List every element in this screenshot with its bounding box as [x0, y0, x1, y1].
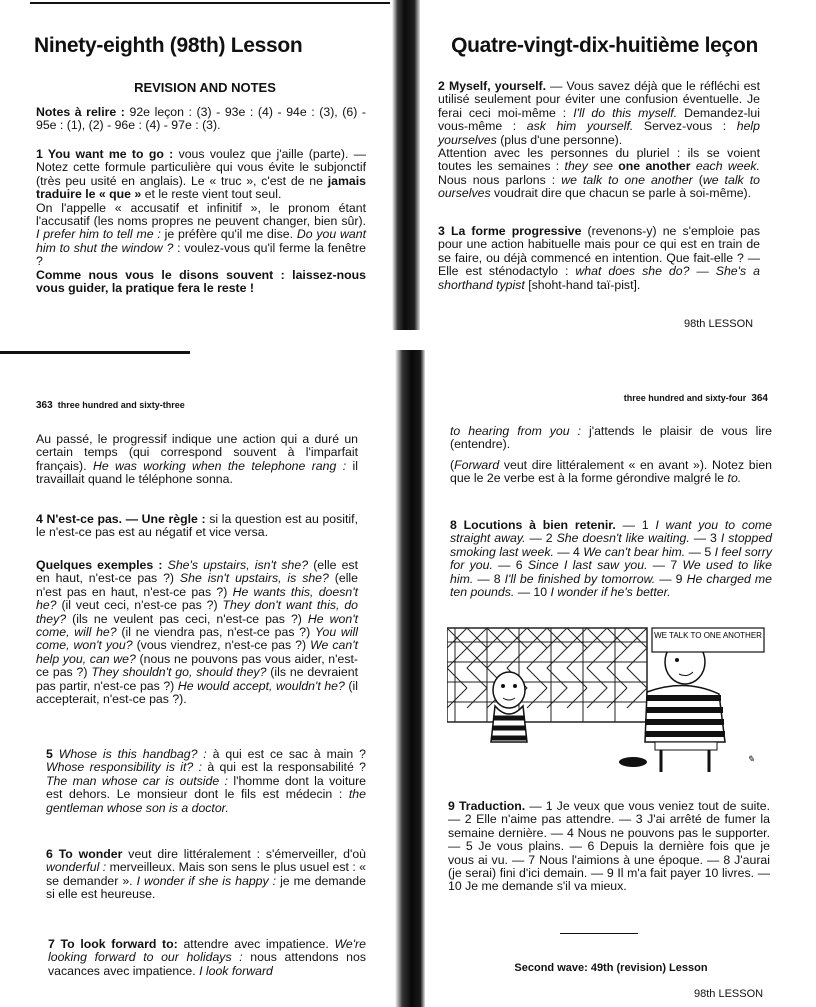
example-english-10: You will come, won't you?: [36, 625, 358, 653]
example-french-13: (nous ne pouvons pas vous aider, n'est-ce pas ?): [36, 651, 358, 680]
note-7-text-2: nous attendons nos vacances avec impatience.: [48, 950, 366, 978]
note-2-text-2: Demandez-lui vous-même :: [438, 105, 760, 134]
note-1-paragraph: [36, 148, 366, 295]
note-6-text: veut dire littéralement : s'émerveiller, d'où: [122, 847, 367, 861]
middle-rule-left: [0, 351, 190, 354]
note-5-text: à qui est ce sac à main ?: [206, 747, 366, 761]
note-8-sep-6: — 6: [492, 558, 528, 573]
note-1-text-3: On l'appelle « accusatif et infinitif », le pronom étant l'accusatif (les noms propres ne peuvent changer, bien sûr).: [36, 200, 366, 229]
book-gutter-top: [392, 0, 420, 330]
example-english-2: She isn't upstairs, is she?: [179, 571, 329, 586]
forward-paragraph: [450, 459, 772, 486]
note-1-text: vous voulez que j'aille (parte). — Notez cette formule particulière qui vous évite le subjonctif (très peu usité en anglais). Le « truc », c'est de ne: [36, 147, 367, 188]
note-4-paragraph: [36, 513, 358, 540]
note-2-example-6: we talk to one another: [561, 172, 693, 187]
note-9-paragraph: [448, 800, 770, 894]
example-english-4: He wants this, doesn't he?: [36, 584, 358, 613]
note-1-text-4: je préfère qu'il me dise.: [160, 227, 297, 242]
note-7-heading: 7 To look forward to:: [48, 937, 178, 951]
prisoner-left-icon: [491, 672, 527, 742]
note-8-sep-3: — 3: [689, 531, 721, 546]
note-2-paragraph: [438, 80, 760, 201]
note-8-phrase-4: We can't bear him.: [583, 544, 686, 559]
example-french-15: (ils ne devraient pas partir, n'est-ce pas ?): [36, 665, 358, 693]
note-8-sep-10: — 10: [514, 585, 551, 600]
book-gutter-bottom: [395, 350, 425, 1007]
cartoon-drawing: [447, 622, 772, 774]
examples-paragraph: [36, 559, 358, 706]
note-6-paragraph: [46, 848, 366, 902]
note-5-example-3: The man whose car is outside :: [46, 773, 228, 788]
note-5-example-2: Whose responsibility is it? :: [46, 760, 202, 775]
example-english-14: They shouldn't go, should they?: [91, 665, 267, 680]
note-7-continued-paragraph: [450, 425, 772, 452]
note-1-example-2: Do you want him to shut the window ?: [36, 227, 366, 255]
example-english-0: She's upstairs, isn't she?: [162, 558, 309, 572]
note-2-example-7: we talk to ourselves: [438, 172, 760, 201]
cartoon-caption: WE TALK TO ONE ANOTHER: [654, 631, 762, 640]
note-3-paragraph: [438, 225, 760, 292]
note-8-sep-4: — 4: [553, 544, 584, 559]
lesson-title-english: Ninety-eighth (98th) Lesson: [34, 34, 303, 57]
note-8-phrase-5: I feel sorry for you.: [450, 544, 772, 573]
note-1-example-1: I prefer him to tell me :: [36, 227, 161, 242]
note-8-sep-1: — 1: [615, 518, 656, 532]
note-5-text-2: à qui est la responsabilité ?: [202, 760, 366, 775]
note-2-text-7: (: [692, 172, 703, 187]
example-french-11: (vous viendrez, n'est-ce pas ?): [132, 638, 311, 653]
note-7-continued-example: to hearing from you :: [450, 424, 582, 438]
note-6-heading: 6 To wonder: [46, 847, 123, 861]
note-2-heading: 2 Myself, yourself.: [438, 79, 546, 93]
section-heading: REVISION AND NOTES: [134, 80, 276, 95]
notes-paragraph: [36, 106, 366, 133]
note-2-text-3: Servez-vous :: [633, 119, 737, 134]
note-5-paragraph: [46, 748, 366, 815]
note-8-paragraph: [450, 519, 772, 599]
note-2-example-5: each week.: [690, 159, 760, 174]
note-8-phrase-8: I'll be finished by tomorrow.: [504, 571, 656, 586]
fence-icon: [447, 628, 647, 722]
examples-label: Quelques exemples :: [36, 558, 163, 572]
example-french-5: (il veut ceci, n'est-ce pas ?): [56, 598, 223, 613]
note-8-phrase-6: Since I last saw you.: [527, 558, 648, 573]
forward-text: veut dire littéralement « en avant »). Notez bien que le 2e verbe est à la forme gérondive malgré le: [450, 458, 772, 486]
note-2-text-4: (plus d'une personne).: [496, 132, 623, 147]
note-2-text: — Vous savez déjà que le réfléchi est utilisé seulement pour éviter une confusion éventuelle. Je ferai ceci moi-même :: [438, 79, 760, 120]
progressive-past-text-2: il travaillait quand le téléphone sonna.: [36, 458, 358, 487]
note-5-heading: 5: [46, 747, 53, 761]
forward-open-paren: (: [450, 458, 455, 472]
note-6-example-2: I wonder if she is happy :: [136, 873, 277, 888]
note-8-phrase-1: I want you to come straight away.: [450, 518, 772, 546]
note-3-example: what does she do? — She's a shorthand typist: [438, 264, 760, 292]
example-english-16: He would accept, wouldn't he?: [177, 678, 345, 693]
note-8-phrase-9: He charged me ten pounds.: [450, 571, 773, 600]
note-7-paragraph: [48, 938, 366, 978]
note-1-text-2: et le reste vient tout seul.: [141, 187, 282, 202]
example-english-12: We can't help you, can we?: [36, 638, 359, 666]
progressive-past-paragraph: [36, 433, 358, 487]
page-number-left: 363: [36, 400, 53, 411]
note-8-sep-2: — 2: [525, 531, 557, 546]
note-6-text-3: je me demande si elle est heureuse.: [46, 873, 366, 902]
note-2-text-8: voudrait dire que chacun se parle à soi-même).: [490, 186, 752, 201]
note-9-text: — 1 Je veux que vous veniez tout de suite. — 2 Elle n'aime pas attendre. — 3 J'ai arrêté de fumer la semaine dernière. — 4 Nous ne pouvons pas le supporter. — 5 Je vous plains. — 6 Depuis la dernière fois que je vous ai vu. — 7 Nous l'aimions à une époque. — 8 J'aurai (je serai) fini d'ici demain. — 9 Il m'a fait payer 10 livres. — 10 Je me demande s'il va mieux.: [448, 799, 770, 894]
note-7-continued-text: j'attends le plaisir de vous lire (entendre).: [450, 424, 773, 452]
note-8-phrase-3: I stopped smoking last week.: [450, 531, 773, 559]
page-number-right: 364: [751, 393, 768, 404]
note-2-example-2: ask him yourself.: [526, 119, 634, 134]
note-2-text-6: Nous nous parlons :: [438, 172, 562, 187]
page-header-left: [36, 400, 185, 411]
forward-to: to.: [727, 471, 742, 486]
example-french-3: (elle n'est pas en haut, n'est-ce pas ?): [36, 571, 359, 599]
note-3-heading: 3 La forme progressive: [438, 224, 582, 238]
note-9-heading: 9 Traduction.: [448, 799, 526, 813]
progressive-past-text: Au passé, le progressif indique une action qui a duré un certain temps (qui correspond souvent à l'imparfait français).: [36, 432, 358, 473]
note-7-example-1: We're looking forward to our holidays :: [48, 937, 366, 965]
notes-text: 92e leçon : (3) - 93e : (4) - 94e : (3), (6) - 95e : (1), (2) - 96e : (4) - 97e : (3).: [36, 105, 366, 133]
note-8-sep-5: — 5: [685, 544, 715, 559]
examples-body: [36, 558, 358, 706]
note-4-heading: 4 N'est-ce pas. — Une règle :: [36, 512, 206, 526]
note-3-text: (revenons-y) ne s'emploie pas pour une action habituelle mais pour ce qui est en train de se faire, ou déjà commencé en intention. Que fait-elle ? — Elle est sténodactylo :: [438, 224, 760, 279]
speech-banner: [652, 628, 764, 652]
note-5-text-3: l'homme dont la voiture est dehors. Le monsieur dont le fils est médecin :: [46, 773, 367, 802]
example-french-7: (ils ne veulent pas ceci, n'est-ce pas ?): [66, 611, 308, 626]
example-english-6: They don't want this, do they?: [36, 598, 359, 626]
footer-lesson-top: 98th LESSON: [684, 318, 754, 330]
example-french-1: (elle est en haut, n'est-ce pas ?): [36, 558, 358, 586]
artist-signature-icon: ✎: [747, 754, 755, 764]
note-1-bold: jamais traduire le « que »: [36, 173, 366, 202]
note-1-heading: 1 You want me to go :: [36, 147, 174, 161]
note-8-sep-7: — 7: [647, 558, 683, 573]
example-french-17: (il accepterait, n'est-ce pas ?).: [36, 678, 358, 707]
example-english-8: He won't come, will he?: [36, 611, 358, 640]
note-8-heading: 8 Locutions à bien retenir.: [450, 518, 616, 532]
example-french-9: (il ne viendra pas, n'est-ce pas ?): [116, 625, 315, 640]
note-6-text-2: merveilleux. Mais son sens le plus usuel est : « se demander ».: [46, 860, 367, 888]
top-rule-left: [30, 2, 390, 4]
notes-label: Notes à relire :: [36, 105, 125, 119]
note-1-text-5: : voulez-vous qu'il ferme la fenêtre ?: [36, 240, 366, 269]
forward-word: Forward: [454, 458, 500, 472]
page-number-words-right: three hundred and sixty-four: [623, 393, 747, 403]
second-wave-note: Second wave: 49th (revision) Lesson: [514, 962, 708, 974]
note-5-example-1: Whose is this handbag? :: [52, 747, 207, 761]
prisoner-right-icon: [619, 637, 725, 772]
page-number-words-left: three hundred and sixty-three: [57, 400, 185, 410]
footer-lesson-bottom: 98th LESSON: [694, 988, 764, 1000]
note-8-phrase-2: She doesn't like waiting.: [556, 531, 690, 546]
note-7-example-2: I look forward: [199, 963, 273, 978]
note-3-text-2: [shoht-hand taï-pist].: [524, 277, 641, 292]
lesson-title-french: Quatre-vingt-dix-huitième leçon: [451, 34, 758, 57]
progressive-past-example: He was working when the telephone rang :: [92, 458, 347, 473]
note-8-phrase-10: I wonder if he's better.: [550, 585, 671, 600]
note-6-example-1: wonderful :: [46, 860, 107, 875]
note-2-example-3: help yourselves: [438, 119, 760, 147]
note-4-text: si la question est au positif, le n'est-ce pas est au négatif et vice versa.: [36, 512, 358, 540]
note-2-example-4: they see: [564, 159, 613, 174]
divider-rule: [560, 933, 638, 934]
note-2-example-1: I'll do this myself.: [573, 105, 678, 120]
note-8-sep-8: — 8: [473, 571, 505, 586]
note-8-sep-9: — 9: [655, 571, 687, 586]
note-1-motto: Comme nous vous le disons souvent : laissez-nous vous guider, la pratique fera le reste !: [36, 267, 366, 296]
note-5-example-4: the gentleman whose son is a doctor.: [46, 787, 366, 815]
cartoon-illustration: [447, 622, 772, 774]
note-7-text: attendre avec impatience.: [177, 937, 335, 951]
note-8-phrase-7: We used to like him.: [450, 558, 772, 586]
note-2-bold: one another: [612, 159, 691, 174]
page-header-right: [560, 393, 768, 404]
note-2-text-5: Attention avec les personnes du pluriel : ils se voient toutes les semaines :: [438, 146, 760, 174]
